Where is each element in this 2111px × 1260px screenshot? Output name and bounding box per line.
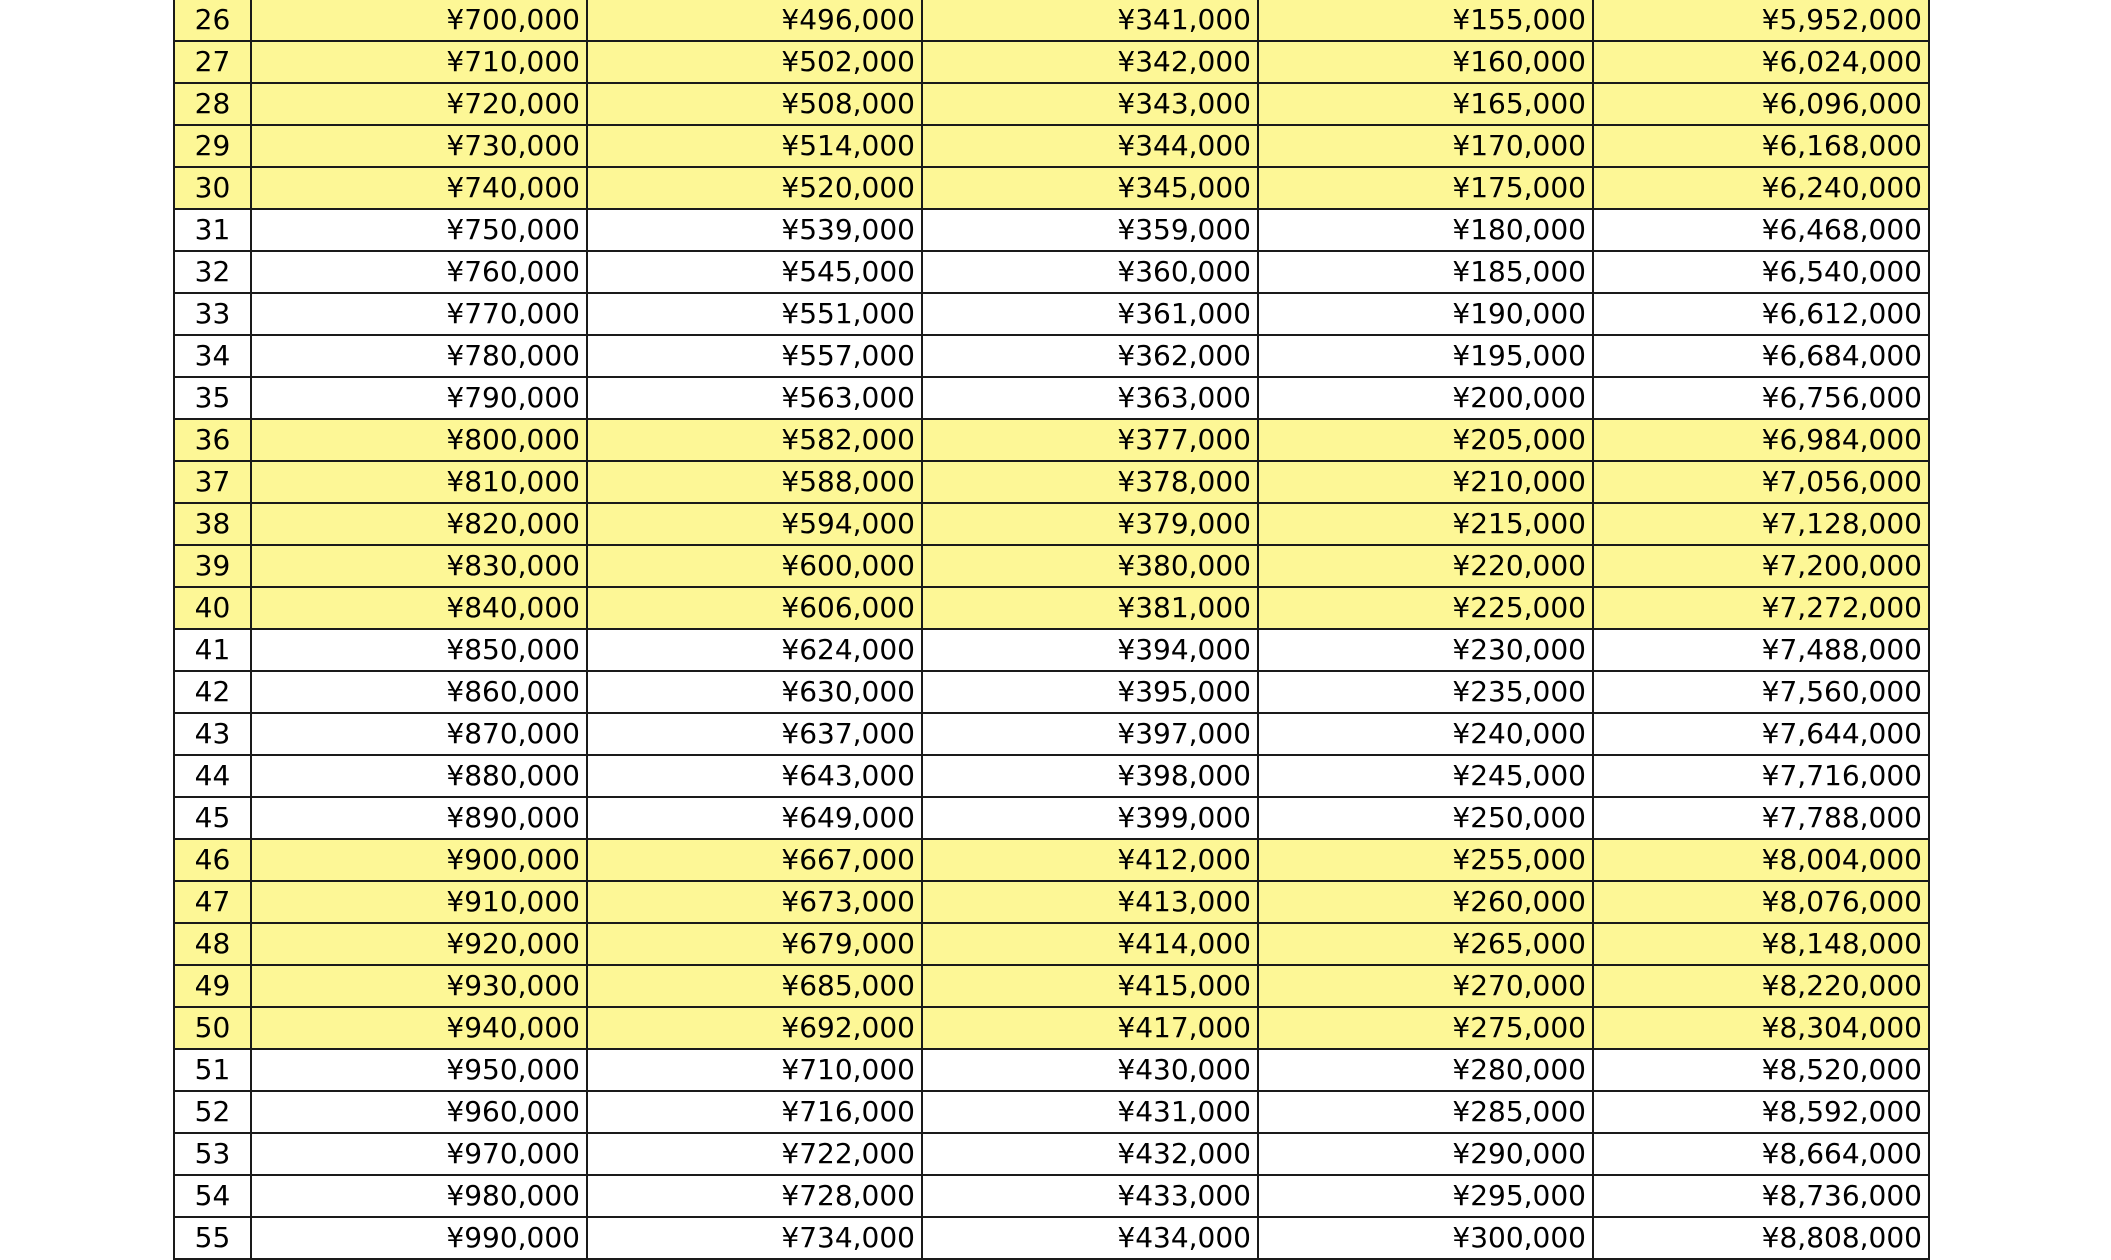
- amount-cell-c4: ¥175,000: [1258, 167, 1593, 209]
- amount-cell-c5: ¥6,684,000: [1593, 335, 1929, 377]
- amount-cell-c3: ¥343,000: [922, 83, 1258, 125]
- amount-cell-c2: ¥600,000: [587, 545, 922, 587]
- amount-cell-c4: ¥275,000: [1258, 1007, 1593, 1049]
- amount-cell-c5: ¥8,592,000: [1593, 1091, 1929, 1133]
- row-number-cell: 45: [174, 797, 251, 839]
- row-number-cell: 49: [174, 965, 251, 1007]
- amount-cell-c3: ¥362,000: [922, 335, 1258, 377]
- amount-cell-c4: ¥155,000: [1258, 0, 1593, 41]
- amount-cell-c5: ¥6,984,000: [1593, 419, 1929, 461]
- row-number-cell: 46: [174, 839, 251, 881]
- amount-cell-c2: ¥551,000: [587, 293, 922, 335]
- table-row: [174, 1007, 1929, 1049]
- table-row: [174, 209, 1929, 251]
- amount-cell-c1: ¥810,000: [251, 461, 587, 503]
- amount-cell-c1: ¥900,000: [251, 839, 587, 881]
- amount-cell-c5: ¥8,808,000: [1593, 1217, 1929, 1259]
- row-number-cell: 32: [174, 251, 251, 293]
- amount-cell-c5: ¥7,200,000: [1593, 545, 1929, 587]
- amount-cell-c4: ¥255,000: [1258, 839, 1593, 881]
- table-row: [174, 335, 1929, 377]
- table-row: [174, 1217, 1929, 1259]
- row-number-cell: 35: [174, 377, 251, 419]
- table-row: [174, 1175, 1929, 1217]
- table-row: [174, 377, 1929, 419]
- amount-cell-c4: ¥205,000: [1258, 419, 1593, 461]
- amount-cell-c4: ¥190,000: [1258, 293, 1593, 335]
- table-row: [174, 125, 1929, 167]
- amount-cell-c4: ¥225,000: [1258, 587, 1593, 629]
- amount-cell-c3: ¥342,000: [922, 41, 1258, 83]
- amount-cell-c5: ¥8,004,000: [1593, 839, 1929, 881]
- row-number-cell: 36: [174, 419, 251, 461]
- row-number-cell: 48: [174, 923, 251, 965]
- amount-cell-c2: ¥624,000: [587, 629, 922, 671]
- amount-cell-c1: ¥920,000: [251, 923, 587, 965]
- amount-cell-c1: ¥800,000: [251, 419, 587, 461]
- amount-cell-c2: ¥679,000: [587, 923, 922, 965]
- amount-cell-c1: ¥880,000: [251, 755, 587, 797]
- row-number-cell: 28: [174, 83, 251, 125]
- amount-cell-c1: ¥890,000: [251, 797, 587, 839]
- amount-cell-c4: ¥295,000: [1258, 1175, 1593, 1217]
- amount-cell-c4: ¥215,000: [1258, 503, 1593, 545]
- amount-cell-c3: ¥434,000: [922, 1217, 1258, 1259]
- amount-cell-c1: ¥720,000: [251, 83, 587, 125]
- amount-cell-c5: ¥8,076,000: [1593, 881, 1929, 923]
- amount-cell-c2: ¥692,000: [587, 1007, 922, 1049]
- table-row: [174, 797, 1929, 839]
- amount-cell-c4: ¥300,000: [1258, 1217, 1593, 1259]
- amount-cell-c1: ¥750,000: [251, 209, 587, 251]
- amount-cell-c1: ¥730,000: [251, 125, 587, 167]
- amount-cell-c5: ¥6,096,000: [1593, 83, 1929, 125]
- amount-cell-c4: ¥170,000: [1258, 125, 1593, 167]
- table-row: [174, 587, 1929, 629]
- amount-cell-c5: ¥6,540,000: [1593, 251, 1929, 293]
- amount-cell-c3: ¥378,000: [922, 461, 1258, 503]
- amount-cell-c3: ¥432,000: [922, 1133, 1258, 1175]
- amount-cell-c3: ¥417,000: [922, 1007, 1258, 1049]
- table-row: [174, 1049, 1929, 1091]
- amount-cell-c4: ¥220,000: [1258, 545, 1593, 587]
- amount-cell-c3: ¥381,000: [922, 587, 1258, 629]
- amount-cell-c5: ¥6,024,000: [1593, 41, 1929, 83]
- amount-cell-c1: ¥840,000: [251, 587, 587, 629]
- row-number-cell: 53: [174, 1133, 251, 1175]
- amount-cell-c3: ¥413,000: [922, 881, 1258, 923]
- amount-cell-c5: ¥8,664,000: [1593, 1133, 1929, 1175]
- amount-cell-c5: ¥8,148,000: [1593, 923, 1929, 965]
- amount-cell-c4: ¥240,000: [1258, 713, 1593, 755]
- amount-cell-c2: ¥728,000: [587, 1175, 922, 1217]
- amount-cell-c2: ¥588,000: [587, 461, 922, 503]
- amount-cell-c3: ¥398,000: [922, 755, 1258, 797]
- amount-cell-c3: ¥395,000: [922, 671, 1258, 713]
- amount-cell-c3: ¥341,000: [922, 0, 1258, 41]
- amount-cell-c4: ¥250,000: [1258, 797, 1593, 839]
- amount-cell-c4: ¥260,000: [1258, 881, 1593, 923]
- amount-cell-c3: ¥359,000: [922, 209, 1258, 251]
- amount-cell-c5: ¥6,612,000: [1593, 293, 1929, 335]
- amount-cell-c3: ¥377,000: [922, 419, 1258, 461]
- table-row: [174, 503, 1929, 545]
- table-row: [174, 419, 1929, 461]
- amount-cell-c2: ¥734,000: [587, 1217, 922, 1259]
- amount-cell-c5: ¥8,736,000: [1593, 1175, 1929, 1217]
- amount-cell-c5: ¥7,644,000: [1593, 713, 1929, 755]
- row-number-cell: 38: [174, 503, 251, 545]
- amount-cell-c2: ¥643,000: [587, 755, 922, 797]
- amount-cell-c4: ¥195,000: [1258, 335, 1593, 377]
- amount-cell-c1: ¥860,000: [251, 671, 587, 713]
- row-number-cell: 43: [174, 713, 251, 755]
- amount-cell-c2: ¥594,000: [587, 503, 922, 545]
- amount-cell-c2: ¥716,000: [587, 1091, 922, 1133]
- amount-cell-c4: ¥200,000: [1258, 377, 1593, 419]
- amount-cell-c5: ¥7,056,000: [1593, 461, 1929, 503]
- amount-cell-c4: ¥270,000: [1258, 965, 1593, 1007]
- row-number-cell: 27: [174, 41, 251, 83]
- amount-cell-c5: ¥8,304,000: [1593, 1007, 1929, 1049]
- amount-cell-c3: ¥415,000: [922, 965, 1258, 1007]
- table-row: [174, 0, 1929, 41]
- amount-cell-c3: ¥412,000: [922, 839, 1258, 881]
- amount-cell-c3: ¥431,000: [922, 1091, 1258, 1133]
- amount-cell-c2: ¥496,000: [587, 0, 922, 41]
- amount-cell-c4: ¥160,000: [1258, 41, 1593, 83]
- amount-cell-c5: ¥6,756,000: [1593, 377, 1929, 419]
- amount-cell-c1: ¥700,000: [251, 0, 587, 41]
- row-number-cell: 54: [174, 1175, 251, 1217]
- table-row: [174, 251, 1929, 293]
- amount-cell-c4: ¥180,000: [1258, 209, 1593, 251]
- table-row: [174, 293, 1929, 335]
- amount-cell-c5: ¥7,560,000: [1593, 671, 1929, 713]
- amount-cell-c2: ¥563,000: [587, 377, 922, 419]
- amount-cell-c3: ¥361,000: [922, 293, 1258, 335]
- amount-cell-c4: ¥210,000: [1258, 461, 1593, 503]
- amount-cell-c4: ¥285,000: [1258, 1091, 1593, 1133]
- amount-cell-c1: ¥940,000: [251, 1007, 587, 1049]
- amount-cell-c1: ¥770,000: [251, 293, 587, 335]
- amount-cell-c1: ¥910,000: [251, 881, 587, 923]
- amount-cell-c4: ¥280,000: [1258, 1049, 1593, 1091]
- amount-cell-c5: ¥6,168,000: [1593, 125, 1929, 167]
- amount-cell-c3: ¥433,000: [922, 1175, 1258, 1217]
- amount-cell-c3: ¥414,000: [922, 923, 1258, 965]
- amount-cell-c1: ¥790,000: [251, 377, 587, 419]
- amount-cell-c5: ¥5,952,000: [1593, 0, 1929, 41]
- amount-cell-c4: ¥235,000: [1258, 671, 1593, 713]
- row-number-cell: 47: [174, 881, 251, 923]
- amount-cell-c4: ¥165,000: [1258, 83, 1593, 125]
- amount-cell-c3: ¥345,000: [922, 167, 1258, 209]
- table-row: [174, 1133, 1929, 1175]
- amount-cell-c2: ¥667,000: [587, 839, 922, 881]
- amount-cell-c1: ¥850,000: [251, 629, 587, 671]
- table-row: [174, 839, 1929, 881]
- amount-cell-c2: ¥637,000: [587, 713, 922, 755]
- amount-cell-c1: ¥960,000: [251, 1091, 587, 1133]
- amount-cell-c2: ¥722,000: [587, 1133, 922, 1175]
- amount-cell-c5: ¥7,788,000: [1593, 797, 1929, 839]
- amount-cell-c3: ¥363,000: [922, 377, 1258, 419]
- row-number-cell: 29: [174, 125, 251, 167]
- amount-cell-c1: ¥820,000: [251, 503, 587, 545]
- amount-cell-c2: ¥673,000: [587, 881, 922, 923]
- table-row: [174, 713, 1929, 755]
- amount-cell-c4: ¥290,000: [1258, 1133, 1593, 1175]
- amount-cell-c2: ¥685,000: [587, 965, 922, 1007]
- row-number-cell: 42: [174, 671, 251, 713]
- table-row: [174, 545, 1929, 587]
- amount-cell-c4: ¥245,000: [1258, 755, 1593, 797]
- amount-cell-c3: ¥360,000: [922, 251, 1258, 293]
- table-row: [174, 965, 1929, 1007]
- amount-cell-c2: ¥520,000: [587, 167, 922, 209]
- table-row: [174, 671, 1929, 713]
- amount-cell-c3: ¥394,000: [922, 629, 1258, 671]
- amount-cell-c5: ¥8,220,000: [1593, 965, 1929, 1007]
- row-number-cell: 39: [174, 545, 251, 587]
- amount-cell-c1: ¥740,000: [251, 167, 587, 209]
- amount-cell-c5: ¥7,716,000: [1593, 755, 1929, 797]
- row-number-cell: 52: [174, 1091, 251, 1133]
- row-number-cell: 26: [174, 0, 251, 41]
- amount-cell-c1: ¥990,000: [251, 1217, 587, 1259]
- amount-cell-c2: ¥710,000: [587, 1049, 922, 1091]
- table-row: [174, 1091, 1929, 1133]
- amount-cell-c1: ¥950,000: [251, 1049, 587, 1091]
- table-row: [174, 83, 1929, 125]
- amount-cell-c4: ¥230,000: [1258, 629, 1593, 671]
- amount-cell-c1: ¥780,000: [251, 335, 587, 377]
- table-row: [174, 755, 1929, 797]
- row-number-cell: 40: [174, 587, 251, 629]
- amount-cell-c2: ¥514,000: [587, 125, 922, 167]
- amount-cell-c1: ¥830,000: [251, 545, 587, 587]
- amount-cell-c3: ¥380,000: [922, 545, 1258, 587]
- row-number-cell: 41: [174, 629, 251, 671]
- amount-cell-c3: ¥344,000: [922, 125, 1258, 167]
- amount-cell-c5: ¥7,488,000: [1593, 629, 1929, 671]
- amount-cell-c1: ¥710,000: [251, 41, 587, 83]
- amount-cell-c3: ¥399,000: [922, 797, 1258, 839]
- row-number-cell: 31: [174, 209, 251, 251]
- amount-cell-c2: ¥606,000: [587, 587, 922, 629]
- table-row: [174, 461, 1929, 503]
- table-body: [174, 0, 1929, 1259]
- amount-cell-c1: ¥970,000: [251, 1133, 587, 1175]
- row-number-cell: 37: [174, 461, 251, 503]
- table-row: [174, 629, 1929, 671]
- row-number-cell: 50: [174, 1007, 251, 1049]
- row-number-cell: 51: [174, 1049, 251, 1091]
- table-row: [174, 881, 1929, 923]
- amount-cell-c2: ¥545,000: [587, 251, 922, 293]
- amount-cell-c1: ¥760,000: [251, 251, 587, 293]
- amount-cell-c2: ¥649,000: [587, 797, 922, 839]
- amount-cell-c3: ¥379,000: [922, 503, 1258, 545]
- salary-table: [173, 0, 1930, 1260]
- row-number-cell: 44: [174, 755, 251, 797]
- table-row: [174, 923, 1929, 965]
- row-number-cell: 34: [174, 335, 251, 377]
- row-number-cell: 55: [174, 1217, 251, 1259]
- amount-cell-c1: ¥870,000: [251, 713, 587, 755]
- amount-cell-c1: ¥980,000: [251, 1175, 587, 1217]
- amount-cell-c5: ¥8,520,000: [1593, 1049, 1929, 1091]
- amount-cell-c5: ¥6,468,000: [1593, 209, 1929, 251]
- amount-cell-c2: ¥508,000: [587, 83, 922, 125]
- amount-cell-c5: ¥7,128,000: [1593, 503, 1929, 545]
- amount-cell-c1: ¥930,000: [251, 965, 587, 1007]
- amount-cell-c5: ¥6,240,000: [1593, 167, 1929, 209]
- amount-cell-c3: ¥430,000: [922, 1049, 1258, 1091]
- table-row: [174, 167, 1929, 209]
- amount-cell-c5: ¥7,272,000: [1593, 587, 1929, 629]
- amount-cell-c2: ¥630,000: [587, 671, 922, 713]
- amount-cell-c3: ¥397,000: [922, 713, 1258, 755]
- amount-cell-c2: ¥557,000: [587, 335, 922, 377]
- amount-cell-c4: ¥185,000: [1258, 251, 1593, 293]
- amount-cell-c2: ¥502,000: [587, 41, 922, 83]
- row-number-cell: 30: [174, 167, 251, 209]
- amount-cell-c2: ¥582,000: [587, 419, 922, 461]
- row-number-cell: 33: [174, 293, 251, 335]
- amount-cell-c2: ¥539,000: [587, 209, 922, 251]
- amount-cell-c4: ¥265,000: [1258, 923, 1593, 965]
- table-row: [174, 41, 1929, 83]
